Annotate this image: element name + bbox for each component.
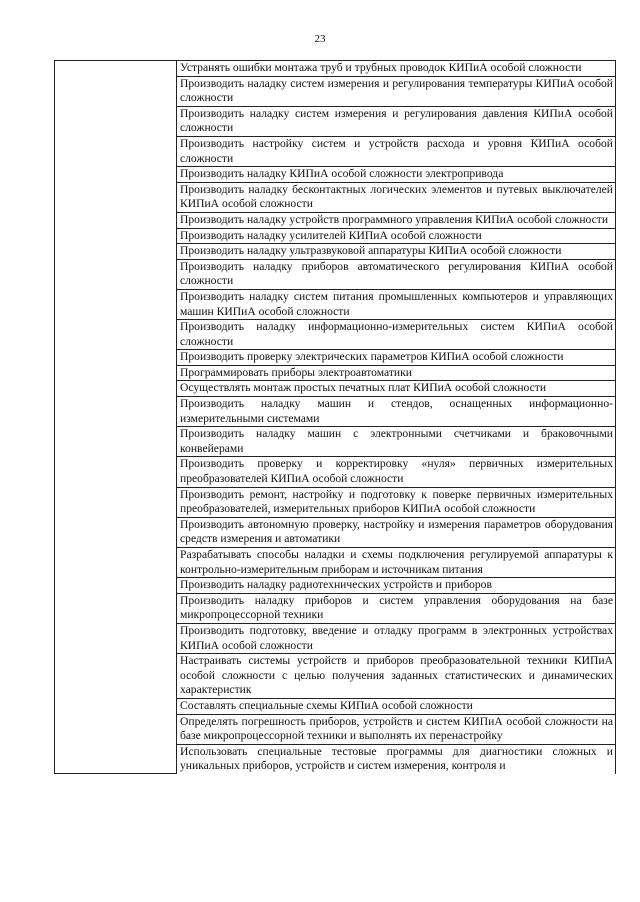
table-cell: Производить наладку приборов автоматического регулирования КИПиА особой сложности <box>177 259 616 289</box>
table-cell: Производить настройку систем и устройств расхода и уровня КИПиА особой сложности <box>177 136 616 166</box>
table-cell: Производить наладку устройств программного управления КИПиА особой сложности <box>177 212 616 228</box>
table-cell: Настраивать системы устройств и приборов преобразовательной техники КИПиА особой сложности с целью получения заданных статистических и динамических характеристик <box>177 654 616 699</box>
skills-table <box>54 60 616 774</box>
table-cell: Использовать специальные тестовые программы для диагностики сложных и уникальных приборов, устройств и систем измерения, контроля и <box>177 744 616 774</box>
table-cell: Производить наладку систем измерения и регулирования температуры КИПиА особой сложности <box>177 76 616 106</box>
table-cell: Производить наладку информационно-измерительных систем КИПиА особой сложности <box>177 320 616 350</box>
table-cell: Устранять ошибки монтажа труб и трубных проводок КИПиА особой сложности <box>177 61 616 77</box>
table-cell: Производить наладку машин с электронными счетчиками и браковочными конвейерами <box>177 427 616 457</box>
left-empty-column <box>55 61 177 774</box>
table-cell: Производить наладку бесконтактных логических элементов и путевых выключателей КИПиА особой сложности <box>177 182 616 212</box>
table-cell: Производить наладку систем измерения и регулирования давления КИПиА особой сложности <box>177 106 616 136</box>
table-cell: Производить наладку систем питания промышленных компьютеров и управляющих машин КИПиА особой сложности <box>177 289 616 319</box>
table-cell: Осуществлять монтаж простых печатных плат КИПиА особой сложности <box>177 381 616 397</box>
table-cell: Производить наладку радиотехнических устройств и приборов <box>177 578 616 594</box>
table-cell: Производить ремонт, настройку и подготовку к поверке первичных измерительных преобразователей, измерительных приборов КИПиА особой сложности <box>177 487 616 517</box>
table-cell: Производить наладку усилителей КИПиА особой сложности <box>177 228 616 244</box>
table-cell: Разрабатывать способы наладки и схемы подключения регулируемой аппаратуры к контрольно-измерительным приборам и источникам питания <box>177 548 616 578</box>
table-cell: Производить подготовку, введение и отладку программ в электронных устройствах КИПиА особой сложности <box>177 623 616 653</box>
table-cell: Составлять специальные схемы КИПиА особой сложности <box>177 698 616 714</box>
table-cell: Производить наладку машин и стендов, оснащенных информационно-измерительными системами <box>177 397 616 427</box>
table-cell: Производить наладку КИПиА особой сложности электропривода <box>177 167 616 183</box>
table-cell: Программировать приборы электроавтоматики <box>177 365 616 381</box>
table-cell: Производить проверку и корректировку «нуля» первичных измерительных преобразователей КИПиА особой сложности <box>177 457 616 487</box>
table-cell: Производить автономную проверку, настройку и измерения параметров оборудования средств измерения и автоматики <box>177 517 616 547</box>
table-cell: Производить наладку ультразвуковой аппаратуры КИПиА особой сложности <box>177 244 616 260</box>
table-cell: Производить наладку приборов и систем управления оборудования на базе микропроцессорной техники <box>177 593 616 623</box>
page-number: 23 <box>314 33 326 45</box>
table-cell: Определять погрешность приборов, устройств и систем КИПиА особой сложности на базе микропроцессорной техники и выполнять их перенастройку <box>177 714 616 744</box>
table-cell: Производить проверку электрических параметров КИПиА особой сложности <box>177 350 616 366</box>
table-row <box>55 61 616 77</box>
